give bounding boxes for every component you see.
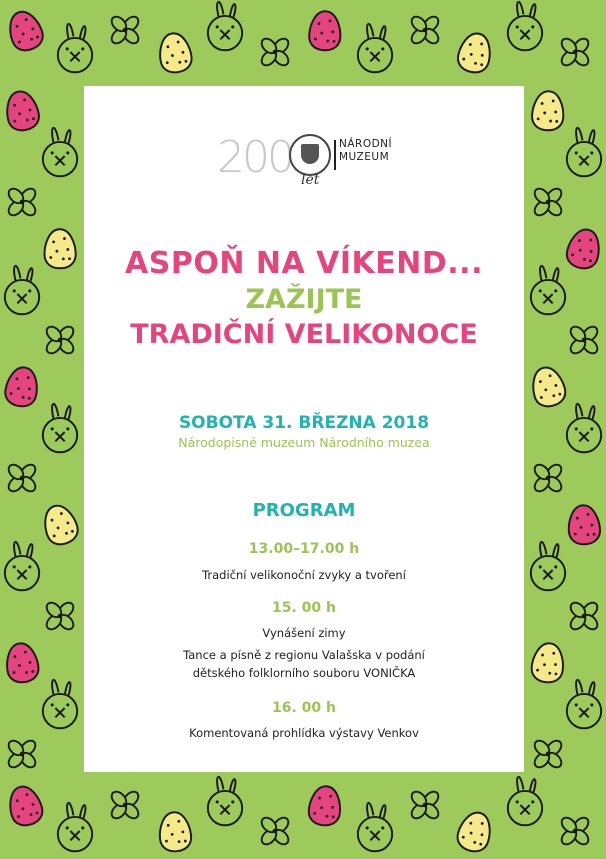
bunny-icon [43, 680, 77, 728]
event-venue: Národopisné muzeum Národního muzea [178, 435, 430, 450]
bow-icon [109, 789, 141, 821]
logo-divider [334, 140, 336, 170]
bow-icon [409, 789, 441, 821]
egg-icon [3, 88, 42, 133]
program-desc-2b: Tance a písně z regionu Valašska v podání [183, 648, 425, 662]
bow-icon [568, 324, 600, 356]
bunny-icon [531, 542, 565, 590]
bow-icon [44, 324, 76, 356]
bunny-icon [58, 803, 92, 851]
bow-icon [6, 738, 38, 770]
egg-icon [567, 504, 601, 545]
bow-icon [568, 600, 600, 632]
bunny-icon [567, 680, 601, 728]
museum-name [339, 138, 392, 164]
bow-icon [532, 738, 564, 770]
museum-name-line1: NÁRODNÍ [339, 138, 393, 150]
headline-line3: TRADIČNÍ VELIKONOCE [130, 319, 478, 350]
bunny-icon [508, 2, 542, 50]
egg-icon [4, 7, 47, 54]
bow-icon [6, 186, 38, 218]
bow-icon [259, 815, 291, 847]
program-desc-3: Komentovaná prohlídka výstavy Venkov [189, 726, 419, 740]
bunny-icon [358, 803, 392, 851]
bow-icon [559, 815, 591, 847]
bunny-icon [567, 404, 601, 452]
program-time-2: 15. 00 h [272, 600, 336, 616]
museum-logo [217, 132, 407, 194]
egg-icon [455, 30, 494, 75]
bunny-icon [208, 2, 242, 50]
program-desc-1: Tradiční velikonoční zvyky a tvoření [202, 568, 406, 582]
bunny-icon [43, 128, 77, 176]
bow-icon [532, 462, 564, 494]
bow-icon [6, 462, 38, 494]
egg-icon [4, 641, 40, 684]
logo-signature: let [301, 172, 320, 188]
bunny-icon [58, 24, 92, 72]
museum-seal-icon [289, 134, 331, 176]
bunny-icon [5, 542, 39, 590]
bow-icon [259, 36, 291, 68]
egg-icon [44, 229, 76, 269]
program-desc-2c: dětského folklorního souboru VONIČKA [192, 666, 416, 680]
egg-icon [531, 90, 564, 131]
egg-icon [528, 364, 568, 410]
bunny-icon [508, 777, 542, 825]
bow-icon [559, 36, 591, 68]
headline-line1: ASPOŇ NA VÍKEND... [125, 246, 483, 281]
bow-icon [532, 186, 564, 218]
bunny-icon [5, 266, 39, 314]
egg-icon [158, 811, 192, 853]
bow-icon [44, 600, 76, 632]
bunny-icon [531, 266, 565, 314]
egg-icon [530, 642, 566, 685]
bunny-icon [358, 24, 392, 72]
egg-icon [157, 31, 194, 74]
program-desc-2a: Vynášení zimy [262, 626, 346, 640]
bow-icon [409, 14, 441, 46]
egg-icon [39, 501, 81, 548]
bow-icon [109, 14, 141, 46]
poster-card [84, 86, 524, 772]
event-date: SOBOTA 31. BŘEZNA 2018 [178, 413, 430, 433]
bunny-icon [43, 404, 77, 452]
program-heading: PROGRAM [252, 500, 356, 521]
egg-icon [454, 809, 495, 855]
program-time-3: 16. 00 h [272, 700, 336, 716]
egg-icon [309, 11, 342, 51]
egg-icon [3, 365, 40, 409]
anniversary-number: 200 [217, 132, 292, 183]
egg-icon [564, 226, 604, 271]
museum-name-line2: MUZEUM [339, 151, 390, 163]
egg-icon [5, 783, 46, 829]
bunny-icon [208, 777, 242, 825]
bunny-icon [567, 128, 601, 176]
program-time-1: 13.00–17.00 h [248, 541, 360, 557]
headline-line2: ZAŽIJTE [245, 284, 363, 315]
egg-icon [307, 785, 342, 827]
